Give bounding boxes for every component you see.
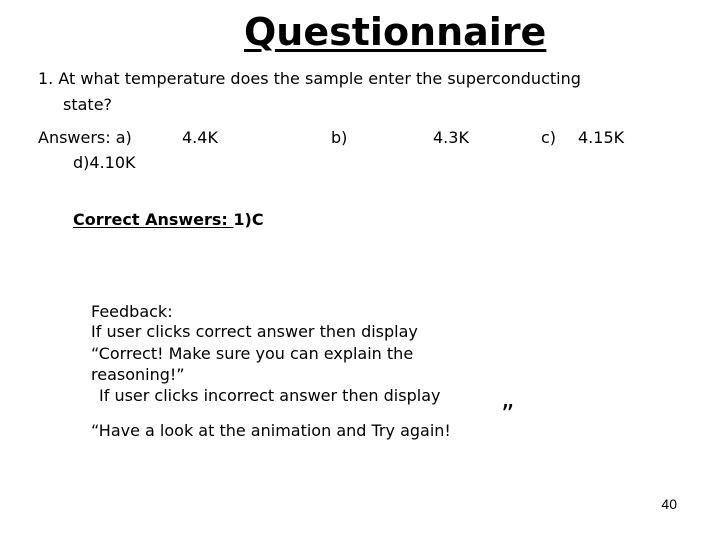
page-number: 40	[661, 496, 677, 512]
answer-option-b: 4.3K	[433, 128, 469, 147]
feedback-line-4: reasoning!”	[91, 365, 185, 384]
correct-answers	[73, 210, 264, 230]
answer-label-b: b)	[331, 128, 348, 147]
feedback-line-2: If user clicks correct answer then display	[91, 322, 418, 341]
feedback-line-3: “Correct! Make sure you can explain the	[91, 344, 414, 363]
answer-option-d: d)4.10K	[73, 153, 136, 172]
page-title: Questionnaire	[244, 10, 547, 54]
feedback-heading: Feedback:	[91, 302, 173, 321]
feedback-line-6: “Have a look at the animation and Try again!	[91, 421, 451, 440]
feedback-closing-quote: ”	[501, 400, 515, 430]
answer-option-a: 4.4K	[182, 128, 218, 147]
question-line-1: 1. At what temperature does the sample enter the superconducting	[38, 69, 581, 88]
feedback-line-5: If user clicks incorrect answer then display	[99, 386, 441, 405]
question-line-2: state?	[63, 95, 113, 114]
correct-answers-label: Correct Answers:	[73, 210, 234, 229]
correct-answers-value: 1)C	[233, 210, 264, 229]
answers-prefix: Answers: a)	[38, 128, 132, 147]
answer-option-c: 4.15K	[578, 128, 625, 147]
answer-label-c: c)	[541, 128, 557, 147]
